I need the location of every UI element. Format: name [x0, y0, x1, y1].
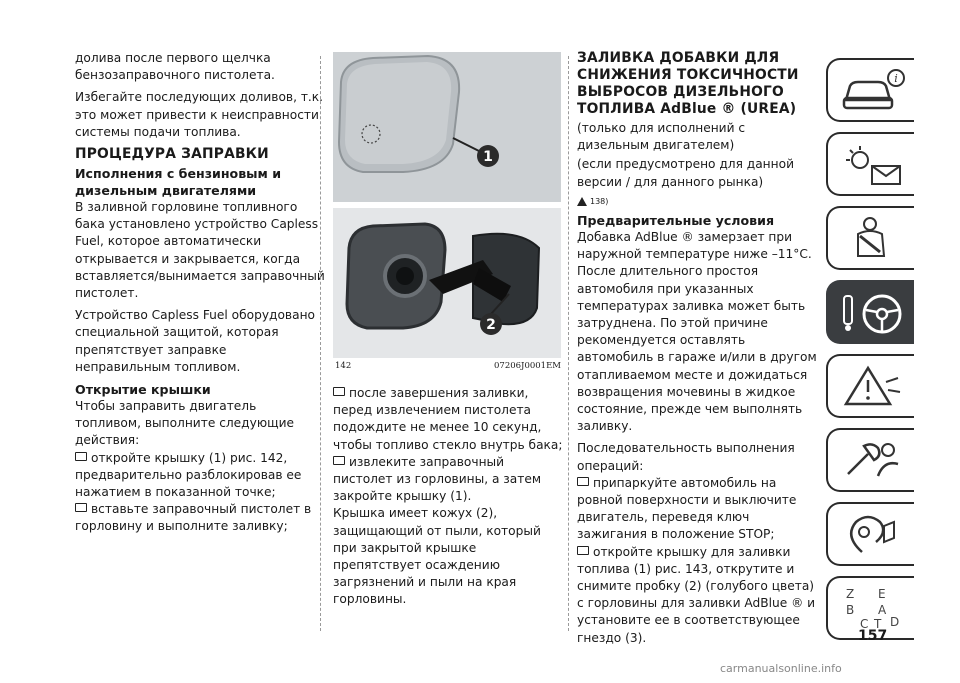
emergency-icon: [838, 364, 908, 410]
paragraph: (только для исполнений с дизельным двигателем): [577, 121, 746, 153]
heading-versions: Исполнения с бензиновым и дизельным двигателями: [75, 166, 282, 199]
multimedia-icon: [838, 512, 908, 558]
heading-open-cover: Открытие крышки: [75, 382, 211, 398]
figure-code: 07206J0001EM: [494, 361, 561, 371]
callout-2: 2: [486, 317, 496, 333]
maintenance-icon: [838, 438, 908, 484]
tab-car-info[interactable]: [826, 58, 914, 122]
checkbox-bullet-icon: [577, 546, 589, 555]
figure-fuel-filler-open: [333, 208, 561, 358]
tab-start-drive[interactable]: [826, 280, 914, 344]
paragraph: долива после первого щелчка бензозаправочного пистолета.: [75, 51, 275, 83]
paragraph: Последовательность выполнения операций:: [577, 441, 795, 473]
index-letter: B: [846, 603, 855, 617]
paragraph: Избегайте последующих доливов, т.к. это может привести к неисправности системы подачи топлива.: [75, 90, 324, 139]
warning-triangle-icon: [577, 197, 587, 206]
list-item: откройте крышку для заливки топлива (1) рис. 143, открутите и снимите пробку (2) (голубого цвета) с горловины для заливки AdBlue ® и установите ее в соответствующее гнездо (3).: [577, 544, 816, 645]
car-info-icon: [838, 68, 908, 114]
heading-preconditions: Предварительные условия: [577, 213, 775, 229]
checkbox-bullet-icon: [75, 503, 87, 512]
callout-1: 1: [483, 149, 493, 165]
tab-maintenance[interactable]: [826, 428, 914, 492]
index-letter: C: [860, 617, 869, 631]
footer-watermark: carmanualsonline.info: [720, 662, 842, 675]
column-right: [577, 50, 817, 647]
tab-emergency[interactable]: [826, 354, 914, 418]
paragraph: Крышка имеет кожух (2), защищающий от пыли, который при закрытой крышке препятствует осаждению загрязнений и пыли на края горловины.: [333, 506, 541, 607]
paragraph: (если предусмотрено для данной версии / для данного рынка): [577, 157, 794, 189]
index-letter: D: [890, 615, 900, 629]
index-letter: E: [878, 587, 886, 601]
checkbox-bullet-icon: [75, 452, 87, 461]
figure-fuel-flap-closed: [333, 52, 561, 202]
warning-reference: 138): [577, 193, 817, 210]
heading-adblue: ЗАЛИВКА ДОБАВКИ ДЛЯ СНИЖЕНИЯ ТОКСИЧНОСТИ ВЫБРОСОВ ДИЗЕЛЬНОГО ТОПЛИВА AdBlue ® (UREA): [577, 50, 799, 117]
index-icon: [838, 586, 908, 632]
index-letter: Z: [846, 587, 855, 601]
svg-text:i: i: [894, 72, 898, 85]
column-divider: [320, 56, 321, 631]
checkbox-bullet-icon: [577, 477, 589, 486]
checkbox-bullet-icon: [333, 387, 345, 396]
heading-procedure: ПРОЦЕДУРА ЗАПРАВКИ: [75, 146, 269, 163]
chapter-tabs: [826, 58, 914, 650]
column-left: [75, 50, 325, 536]
paragraph: Добавка AdBlue ® замерзает при наружной температуре ниже –11°C. После длительного простоя автомобиля при указанных температурах заливка может быть затруднена. По этой причине рекомендуется оставлять автомобиль в гараже и/или в другом отапливаемом месте и дожидаться возвращения мочевины в жидкое состояние, прежде чем выполнять заливку.: [577, 230, 817, 434]
list-item: после завершения заливки, перед извлечением пистолета подождите не менее 10 секунд, чтобы топливо стекло внутрь бака;: [333, 386, 563, 452]
column-middle: [333, 385, 563, 611]
column-divider: [568, 56, 569, 631]
page-number: 157: [858, 628, 888, 644]
paragraph: В заливной горловине топливного бака установлено устройство Capless Fuel, которое автоматически открывается и закрывается, когда вставляется/вынимается заправочный пистолет.: [75, 200, 325, 301]
list-item: припаркуйте автомобиль на ровной поверхности и выключите двигатель, переведя ключ зажигания в положение STOP;: [577, 475, 797, 542]
tab-multimedia[interactable]: [826, 502, 914, 566]
paragraph: Устройство Capless Fuel оборудовано специальной защитой, которая препятствует заправке неправильным топливом.: [75, 308, 315, 374]
seat-safety-icon: [838, 216, 908, 262]
checkbox-bullet-icon: [333, 456, 345, 465]
start-drive-icon: [838, 290, 908, 336]
tab-warning-lights[interactable]: [826, 132, 914, 196]
list-item: извлеките заправочный пистолет из горловины, а затем закройте крышку (1).: [333, 454, 542, 504]
tab-safety[interactable]: [826, 206, 914, 270]
index-letter: T: [874, 617, 882, 631]
list-item: вставьте заправочный пистолет в горловину и выполните заливку;: [75, 502, 312, 534]
figure-number: 142: [335, 361, 352, 371]
list-item: откройте крышку (1) рис. 142, предварительно разблокировав ее нажатием в показанной точке;: [75, 450, 302, 500]
warning-lights-icon: [838, 142, 908, 188]
paragraph: Чтобы заправить двигатель топливом, выполните следующие действия:: [75, 399, 294, 448]
index-letter: A: [878, 603, 887, 617]
